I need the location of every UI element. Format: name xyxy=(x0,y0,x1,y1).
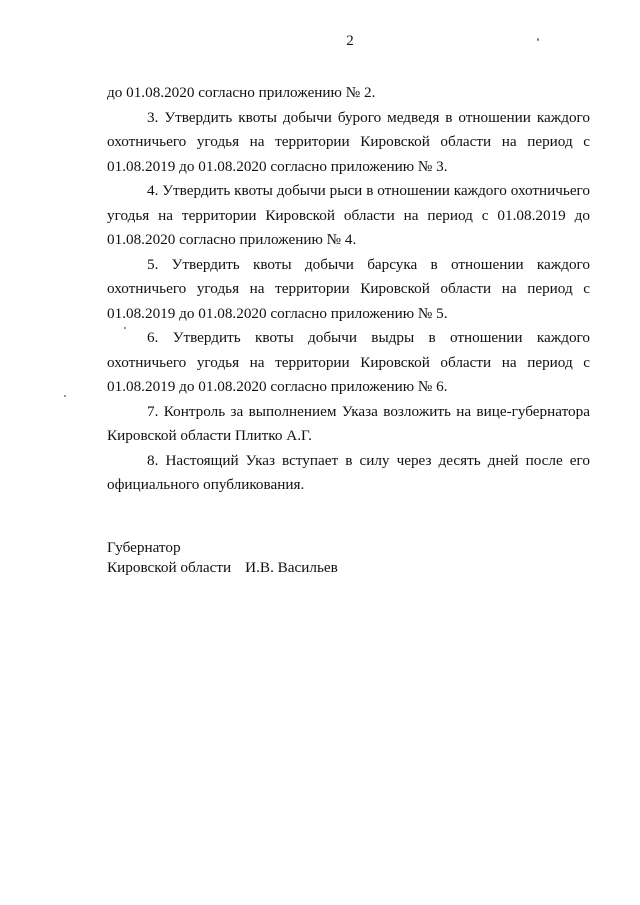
signature-block xyxy=(107,538,507,578)
scan-speck xyxy=(64,395,66,397)
paragraph-item-8: 8. Настоящий Указ вступает в силу через десять дней после его официального опубликования. xyxy=(107,451,590,493)
signature-title-region: Кировской области xyxy=(107,559,232,576)
signature-title-line1: Губернатор xyxy=(107,539,181,556)
paragraph-item-3: 3. Утвердить квоты добычи бурого медведя в отношении каждого охотничьего угодья на территории Кировской области на период с 01.08.2019 до 01.08.2020 согласно приложению № 3. xyxy=(107,108,590,175)
paragraph-continuation: до 01.08.2020 согласно приложению № 2. xyxy=(107,84,376,101)
scan-speck xyxy=(537,38,539,41)
paragraph-item-6: 6. Утвердить квоты добычи выдры в отношении каждого охотничьего угодья на территории Кировской области на период с 01.08.2019 до 01.08.2020 согласно приложению № 6. xyxy=(107,329,590,395)
paragraph-item-7: 7. Контроль за выполнением Указа возложить на вице-губернатора Кировской области Плитко А.Г. xyxy=(107,402,590,444)
signature-name: И.В. Васильев xyxy=(245,559,338,576)
decree-body xyxy=(107,81,590,498)
paragraph-item-4: 4. Утвердить квоты добычи рыси в отношении каждого охотничьего угодья на территории Кировской области на период с 01.08.2019 до 01.08.2020 согласно приложению № 4. xyxy=(107,182,590,248)
signature-title-line2 xyxy=(107,558,507,578)
paragraph-item-5: 5. Утвердить квоты добычи барсука в отношении каждого охотничьего угодья на территории Кировской области на период с 01.08.2019 до 01.08.2020 согласно приложению № 5. xyxy=(107,255,590,322)
page-number: 2 xyxy=(346,33,354,49)
scan-speck xyxy=(124,327,126,329)
